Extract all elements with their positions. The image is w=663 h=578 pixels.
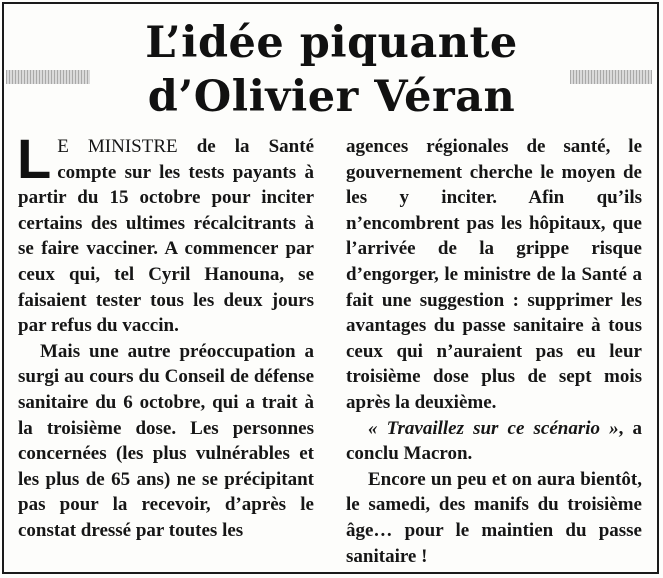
paragraph-2: Mais une autre préoccupation a surgi au cours du Conseil de défense sanitaire du 6 octobre, qui a trait à la troisième dose. Les personnes concernées (les plus vulnérables et les plus de 65 ans) ne se précipitant pas pour la recevoir, d’après le constat dressé par toutes les [18,340,314,541]
quote-attribution: , a conclu Macron. [346,417,642,465]
drop-cap: L [17,127,52,190]
article-column-right [346,134,642,569]
headline-line-1: L’idée piquante [145,18,518,68]
paragraph-1-text: de la Santé compte sur les tests payants à partir du 15 octobre pour inciter certains des ultimes récalcitrants à se faire vacciner. A commencer par ceux qui, tel Cyril Hanouna, se faisaient tester tous les deux jours par refus du vaccin. [18,136,314,337]
article-column-left [17,127,314,544]
paragraph-5: Encore un peu et on aura bientôt, le samedi, des manifs du troisième âge… pour le maintien du passe sanitaire ! [346,468,642,567]
paragraph-4 [346,416,642,467]
paragraph-1 [17,127,314,339]
lead-caps: E MINISTRE [57,136,178,157]
macron-quote: « Travaillez sur ce scénario » [368,417,619,439]
headline-line-2: d’Olivier Véran [147,72,516,122]
paragraph-3: agences régionales de santé, le gouvernement cherche le moyen de les y inciter. Afin qu’ils n’encombrent pas les hôpitaux, que l’arrivée de la grippe risque d’engorger, le ministre de la Santé a fait une suggestion : supprimer les avantages du passe sanitaire à tous ceux qui n’auraient pas eu leur troisième dose plus de sept mois après la deuxième. [346,136,642,413]
